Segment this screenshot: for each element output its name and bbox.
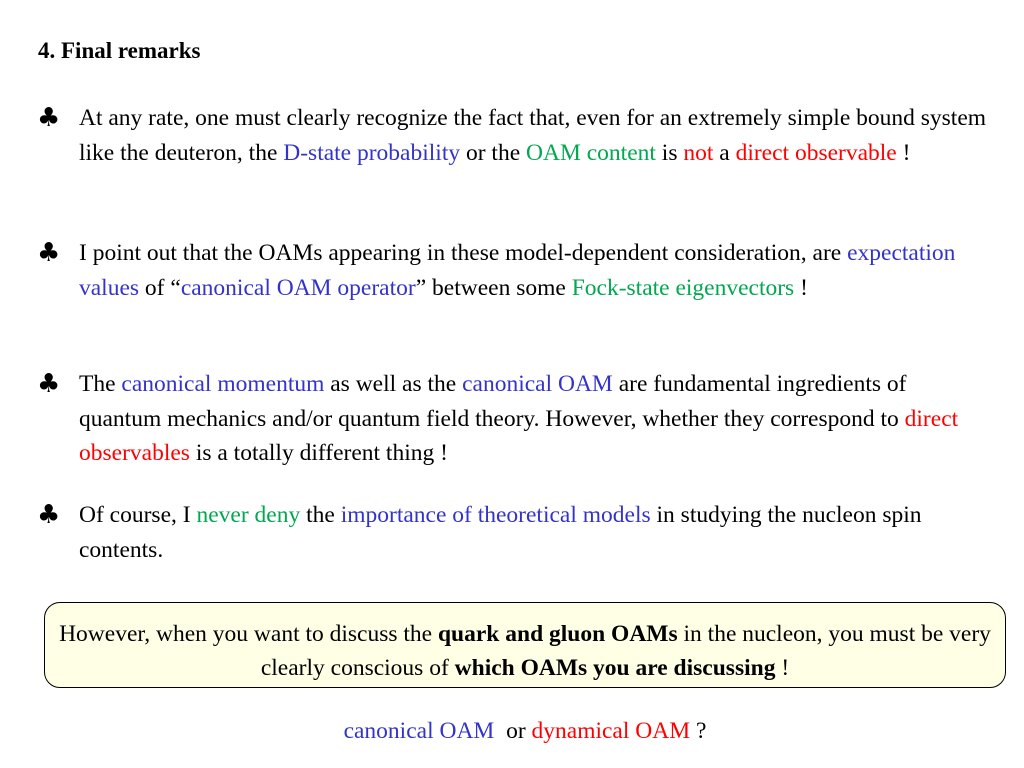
bullet-text [79, 236, 987, 305]
bullet-text [79, 367, 987, 471]
text-run: Of course, I [79, 502, 197, 528]
bullet-item-2 [37, 236, 987, 305]
callout-text [59, 621, 991, 681]
text-run: direct observables [79, 405, 959, 466]
or-label: or [506, 718, 526, 744]
bullet-item-1 [37, 101, 987, 170]
canonical-oam-label: canonical OAM [343, 718, 495, 744]
callout-box [44, 602, 1006, 688]
text-run: I point out that the OAMs appearing in these model-dependent consideration, are [79, 240, 848, 266]
text-run: is a totally different thing ! [189, 440, 448, 466]
text-run: canonical OAM operator [180, 274, 416, 301]
bullet-text [79, 101, 987, 170]
text-run: canonical momentum [121, 371, 325, 397]
text-run: in studying the nucleon spin contents. [79, 502, 922, 563]
emphasis-text: which OAMs you are discussing [454, 655, 776, 681]
text-run: importance of theoretical models [340, 502, 651, 528]
text-run: ! [896, 139, 911, 166]
bullet-text [79, 498, 987, 567]
text-run: the [300, 502, 341, 528]
text-run: or the [460, 139, 527, 166]
bullet-item-4 [37, 498, 987, 567]
text-run: canonical OAM [462, 371, 613, 397]
text-run: are fundamental ingredients of quantum mechanics and/or quantum field theory. However, whether they correspond to [79, 371, 907, 432]
bullet-item-3 [37, 367, 987, 471]
closing-question [0, 714, 1024, 748]
text-run: expectation values [79, 240, 956, 301]
text-run: ! [794, 274, 808, 301]
club-bullet-icon: ♣ [37, 369, 61, 399]
text-run: At any rate, one must clearly recognize the fact that, even for an extremely simple bound system like the deuteron, the [79, 105, 987, 166]
text-run: ” between some [415, 274, 572, 301]
text-run: ! [775, 655, 790, 681]
slide-heading: 4. Final remarks [38, 38, 201, 63]
club-bullet-icon: ♣ [37, 500, 61, 530]
emphasis-text: quark and gluon OAMs [437, 621, 678, 647]
text-run: a [713, 139, 736, 166]
text-run: not [683, 139, 714, 166]
club-bullet-icon: ♣ [37, 238, 61, 268]
text-run: However, when you want to discuss the [59, 621, 438, 647]
text-run: The [79, 371, 122, 397]
text-run: D-state probability [283, 139, 461, 166]
text-run: as well as the [324, 371, 463, 397]
question-mark: ? [695, 718, 707, 744]
text-run: direct observable [735, 139, 897, 166]
text-run: never deny [196, 502, 301, 528]
text-run: Fock-state eigenvectors [571, 274, 795, 301]
dynamical-oam-label: dynamical OAM [531, 718, 691, 744]
text-run: OAM content [526, 139, 656, 166]
text-run: of “ [139, 274, 181, 301]
text-run: is [655, 139, 684, 166]
text-run: in the nucleon, you must be very clearly conscious of [260, 621, 991, 681]
club-bullet-icon: ♣ [37, 103, 61, 133]
